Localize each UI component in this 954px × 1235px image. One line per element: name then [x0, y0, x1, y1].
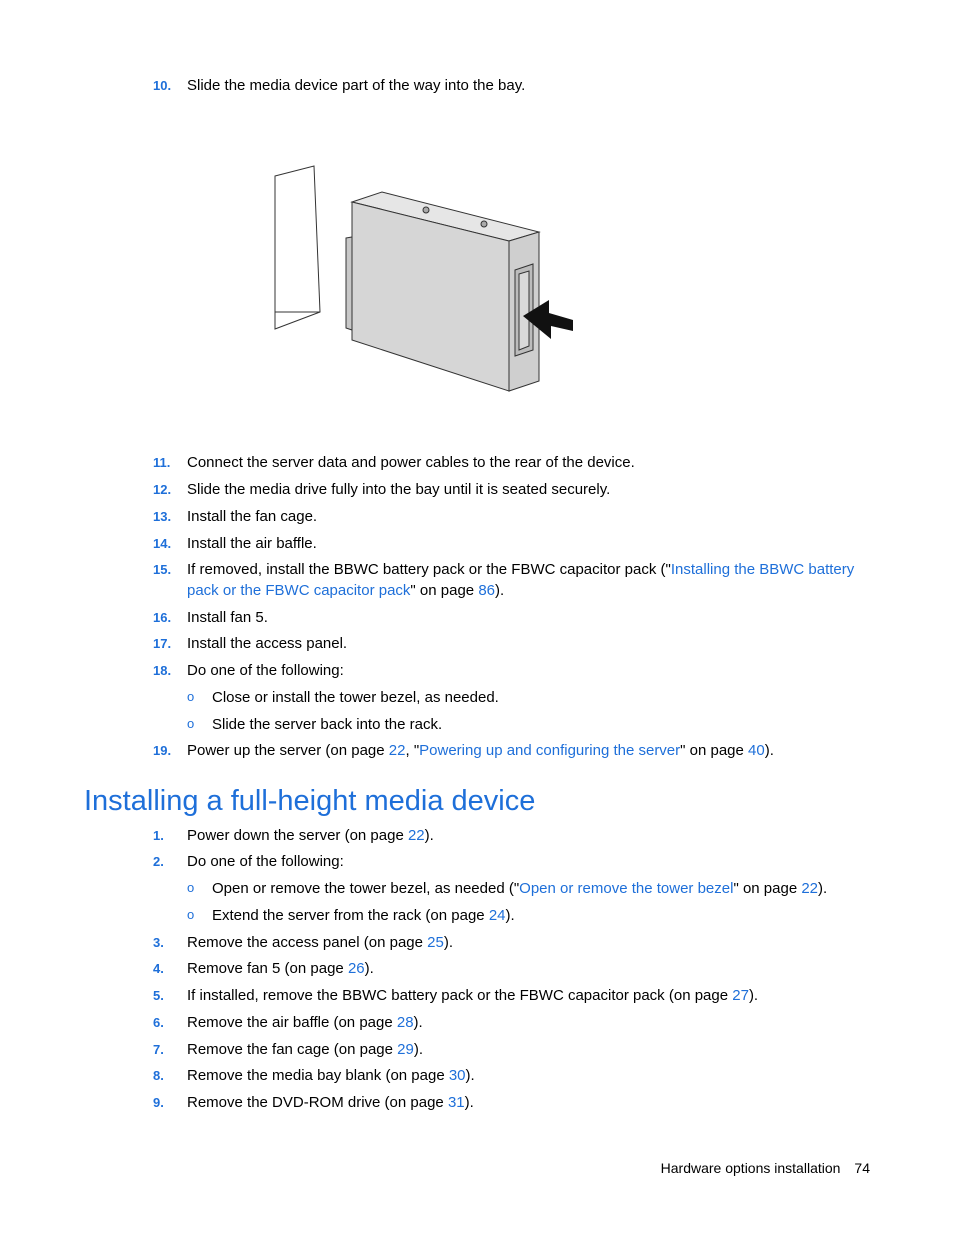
bullet-icon: o	[187, 716, 195, 731]
step-9	[153, 1092, 873, 1113]
step-14	[153, 533, 873, 554]
step-7	[153, 1039, 873, 1060]
page-link[interactable]: 40	[748, 742, 765, 759]
sub-step	[187, 878, 877, 899]
step-text: Power up the server (on page 22, "Powering up and configuring the server" on page 40).	[187, 742, 774, 759]
media-device-illustration	[268, 160, 588, 400]
link-open-remove-bezel[interactable]: Open or remove the tower bezel	[519, 880, 734, 897]
link-installing-bbwc[interactable]: Installing the BBWC battery pack or the FBWC capacitor pack	[187, 561, 855, 599]
step-15	[153, 559, 873, 601]
page-footer	[661, 1158, 870, 1178]
bay-panel	[275, 166, 320, 329]
step-text: Remove the air baffle (on page 28).	[187, 1014, 423, 1031]
step-3	[153, 932, 873, 953]
sub-step	[187, 905, 877, 926]
bullet-icon: o	[187, 689, 195, 704]
sub-step-text: Open or remove the tower bezel, as needed ("Open or remove the tower bezel" on page 22).	[212, 880, 828, 897]
step-10	[153, 75, 873, 96]
step-text: Slide the media device part of the way into the bay.	[187, 77, 526, 94]
step-number: 18.	[153, 663, 172, 678]
step-text: Remove fan 5 (on page 26).	[187, 960, 374, 977]
step-number: 13.	[153, 509, 172, 524]
page-link[interactable]: 25	[427, 934, 444, 951]
step-number: 8.	[153, 1068, 164, 1083]
sub-step-text: Extend the server from the rack (on page 24).	[212, 907, 515, 924]
step-6	[153, 1012, 873, 1033]
sub-step	[187, 714, 877, 735]
media-device	[346, 192, 539, 391]
step-number: 10.	[153, 78, 172, 93]
step-text: Remove the access panel (on page 25).	[187, 934, 454, 951]
step-4	[153, 958, 873, 979]
page-link[interactable]: 27	[732, 987, 749, 1004]
step-18	[153, 660, 873, 681]
step-text: Power down the server (on page 22).	[187, 827, 434, 844]
step-number: 15.	[153, 562, 172, 577]
step-11	[153, 452, 873, 473]
step-13	[153, 506, 873, 527]
page-link[interactable]: 30	[448, 1067, 466, 1084]
step-text: If installed, remove the BBWC battery pack or the FBWC capacitor pack (on page 27).	[187, 987, 759, 1004]
step-19	[153, 740, 873, 761]
step-text: Connect the server data and power cables to the rear of the device.	[187, 454, 635, 471]
step-number: 6.	[153, 1015, 164, 1030]
step-text: Remove the DVD-ROM drive (on page 31).	[187, 1094, 474, 1111]
bullet-icon: o	[187, 880, 195, 895]
bullet-icon: o	[187, 907, 195, 922]
step-text: Remove the media bay blank (on page 30).	[187, 1067, 475, 1084]
page-number: 74	[854, 1160, 870, 1176]
section-heading: Installing a full-height media device	[84, 785, 536, 817]
step-5	[153, 985, 873, 1006]
step-text: Install the fan cage.	[187, 508, 318, 525]
step-number: 2.	[153, 854, 164, 869]
step-text: Do one of the following:	[187, 662, 344, 679]
step-text: Install the air baffle.	[187, 535, 317, 552]
step-number: 19.	[153, 743, 172, 758]
page-link[interactable]: 26	[347, 960, 365, 977]
sub-step-text: Close or install the tower bezel, as needed.	[212, 689, 499, 706]
step-text: If removed, install the BBWC battery pack or the FBWC capacitor pack ("Installing the BBWC battery pack or the FBWC capacitor pack" on page 86).	[187, 561, 855, 599]
step-number: 4.	[153, 961, 164, 976]
link-powering-up[interactable]: Powering up and configuring the server	[419, 742, 681, 759]
step-2	[153, 851, 873, 872]
step-number: 11.	[153, 455, 171, 470]
step-number: 5.	[153, 988, 164, 1003]
step-number: 17.	[153, 636, 172, 651]
sub-step-text: Slide the server back into the rack.	[212, 716, 443, 733]
page-link[interactable]: 31	[447, 1094, 465, 1111]
page-link[interactable]: 24	[488, 907, 506, 924]
step-number: 14.	[153, 536, 172, 551]
footer-section-title: Hardware options installation	[660, 1160, 841, 1176]
step-number: 16.	[153, 610, 172, 625]
step-text: Slide the media drive fully into the bay until it is seated securely.	[187, 481, 611, 498]
page-link[interactable]: 22	[801, 880, 819, 897]
step-1	[153, 825, 873, 846]
step-text: Install the access panel.	[187, 635, 348, 652]
page-link[interactable]: 22	[407, 827, 425, 844]
step-text: Install fan 5.	[187, 609, 268, 626]
step-number: 12.	[153, 482, 172, 497]
page-link[interactable]: 28	[396, 1014, 414, 1031]
step-text: Do one of the following:	[187, 853, 344, 870]
step-17	[153, 633, 873, 654]
step-text: Remove the fan cage (on page 29).	[187, 1041, 423, 1058]
step-8	[153, 1065, 873, 1086]
step-12	[153, 479, 873, 500]
step-number: 9.	[153, 1095, 164, 1110]
step-number: 1.	[153, 828, 164, 843]
step-number: 7.	[153, 1042, 164, 1057]
sub-step	[187, 687, 877, 708]
page-link[interactable]: 22	[388, 742, 406, 759]
page-link[interactable]: 29	[397, 1041, 414, 1058]
step-number: 3.	[153, 935, 164, 950]
page-link[interactable]: 86	[478, 582, 495, 599]
step-16	[153, 607, 873, 628]
